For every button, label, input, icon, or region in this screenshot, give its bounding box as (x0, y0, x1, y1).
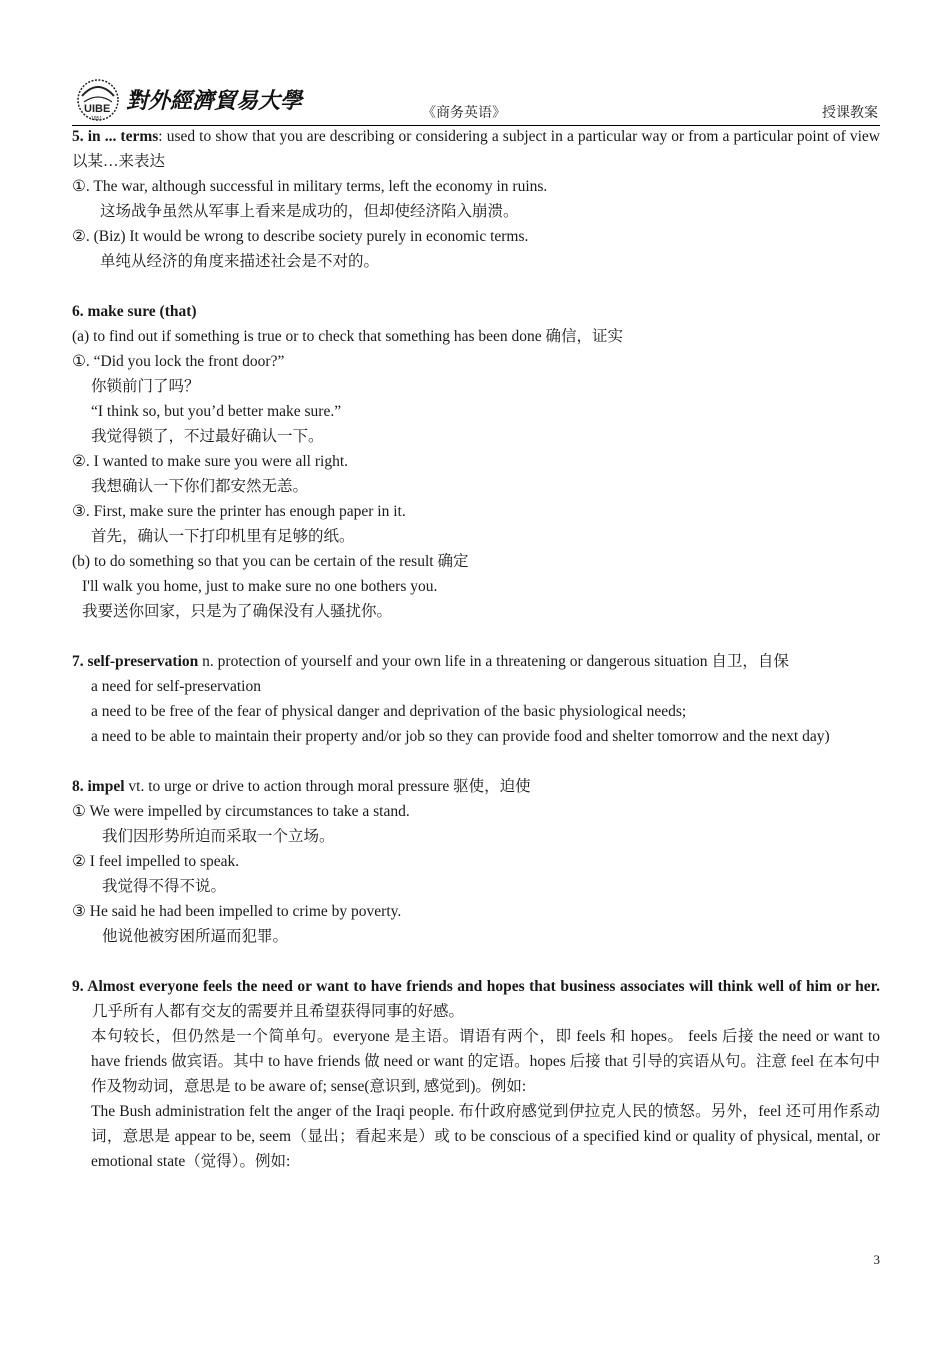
entry-5-def-text: : used to show that you are describing or considering a subject in a particular way or from a particular point of view 以某…来表达 (72, 128, 880, 170)
document-type: 授课教案 (822, 106, 878, 121)
entry-6-example-1-reply-translation: 我觉得锁了，不过最好确认一下。 (91, 428, 324, 445)
entry-5-term: 5. in ... terms (72, 128, 159, 145)
entry-9-translation: 几乎所有人都有交友的需要并且希望获得同事的好感。 (92, 1003, 465, 1020)
entry-7-line-2: a need to be free of the fear of physical danger and deprivation of the basic physiological needs; (91, 703, 687, 720)
entry-6-sense-a: (a) to find out if something is true or to check that something has been done 确信，证实 (72, 328, 623, 345)
entry-7-line-1: a need for self-preservation (91, 678, 261, 695)
entry-6-example-3-translation: 首先，确认一下打印机里有足够的纸。 (91, 528, 355, 545)
entry-6-example-1-translation: 你锁前门了吗？ (91, 378, 200, 395)
entry-6-example-1-reply: “I think so, but you’d better make sure.” (91, 403, 342, 420)
entry-5-definition (72, 124, 880, 174)
entry-6-sense-b-translation: 我要送你回家，只是为了确保没有人骚扰你。 (82, 603, 393, 620)
spacer (72, 949, 880, 974)
entry-8-example-1: ① We were impelled by circumstances to take a stand. (72, 803, 410, 820)
entry-6-sense-b-example: I'll walk you home, just to make sure no one bothers you. (82, 578, 438, 595)
entry-9-analysis: 本句较长，但仍然是一个简单句。everyone 是主语。谓语有两个，即 feels 和 hopes。 feels 后接 the need or want to have friends 做宾语。其中 to have friends 做 need or want 的定语。hopes 后接 that 引导的宾语从句。注意 feel 在本句中作及物动词，意思是 to be aware of; sense(意识到, 感觉到)。例如: (91, 1028, 880, 1095)
entry-8-example-2: ② I feel impelled to speak. (72, 853, 240, 870)
entry-8-def-text: vt. to urge or drive to action through moral pressure 驱使，迫使 (124, 778, 531, 795)
entry-8-example-3: ③ He said he had been impelled to crime by poverty. (72, 903, 402, 920)
entry-8-term: 8. impel (72, 778, 125, 795)
entry-8-example-3-translation: 他说他被穷困所逼而犯罪。 (102, 928, 289, 945)
entry-8-example-2-translation: 我觉得不得不说。 (102, 878, 227, 895)
entry-6-example-3: ③. First, make sure the printer has enough paper in it. (72, 503, 406, 520)
page-number: 3 (873, 1252, 880, 1267)
page-header (72, 70, 880, 126)
entry-5-example-2-translation: 单纯从经济的角度来描述社会是不对的。 (100, 253, 380, 270)
entry-6-sense-b: (b) to do something so that you can be certain of the result 确定 (72, 553, 469, 570)
entry-8-example-1-translation: 我们因形势所迫而采取一个立场。 (102, 828, 335, 845)
logo-year: 1951 (91, 116, 103, 122)
entry-9-sentence (72, 974, 880, 1024)
entry-6-example-2: ②. I wanted to make sure you were all right. (72, 453, 349, 470)
spacer (72, 624, 880, 649)
university-logo (74, 74, 303, 124)
spacer (72, 749, 880, 774)
page-body (72, 124, 880, 1174)
entry-9-term: 9. Almost everyone feels the need or want to have friends and hopes that business associates will think well of him or her. (72, 978, 880, 995)
entry-7-term: 7. self-preservation (72, 653, 199, 670)
university-name: 對外經濟貿易大學 (126, 88, 303, 114)
entry-7-def-text: n. protection of yourself and your own life in a threatening or dangerous situation 自卫，自保 (198, 653, 789, 670)
spacer (72, 274, 880, 299)
entry-8-definition (72, 774, 880, 799)
entry-6-term: 6. make sure (that) (72, 303, 197, 320)
logo-letters: UIBE (84, 103, 111, 115)
entry-7-definition (72, 649, 880, 674)
entry-9-example: The Bush administration felt the anger of the Iraqi people. 布什政府感觉到伊拉克人民的愤怒。另外，feel 还可用作系动词，意思是 appear to be, seem（显出；看起来是）或 to be conscious of a specified kind or quality of physical, mental, or emotional state（觉得）。例如: (91, 1103, 880, 1170)
entry-5-example-1-translation: 这场战争虽然从军事上看来是成功的，但却使经济陷入崩溃。 (100, 203, 519, 220)
entry-5-example-2: ②. (Biz) It would be wrong to describe society purely in economic terms. (72, 228, 529, 245)
entry-6-example-2-translation: 我想确认一下你们都安然无恙。 (91, 478, 309, 495)
entry-5-example-1: ①. The war, although successful in military terms, left the economy in ruins. (72, 178, 548, 195)
course-title: 《商务英语》 (422, 106, 506, 121)
entry-7-line-3: a need to be able to maintain their property and/or job so they can provide food and shelter tomorrow and the next day) (91, 728, 830, 745)
entry-6-example-1: ①. “Did you lock the front door?” (72, 353, 285, 370)
